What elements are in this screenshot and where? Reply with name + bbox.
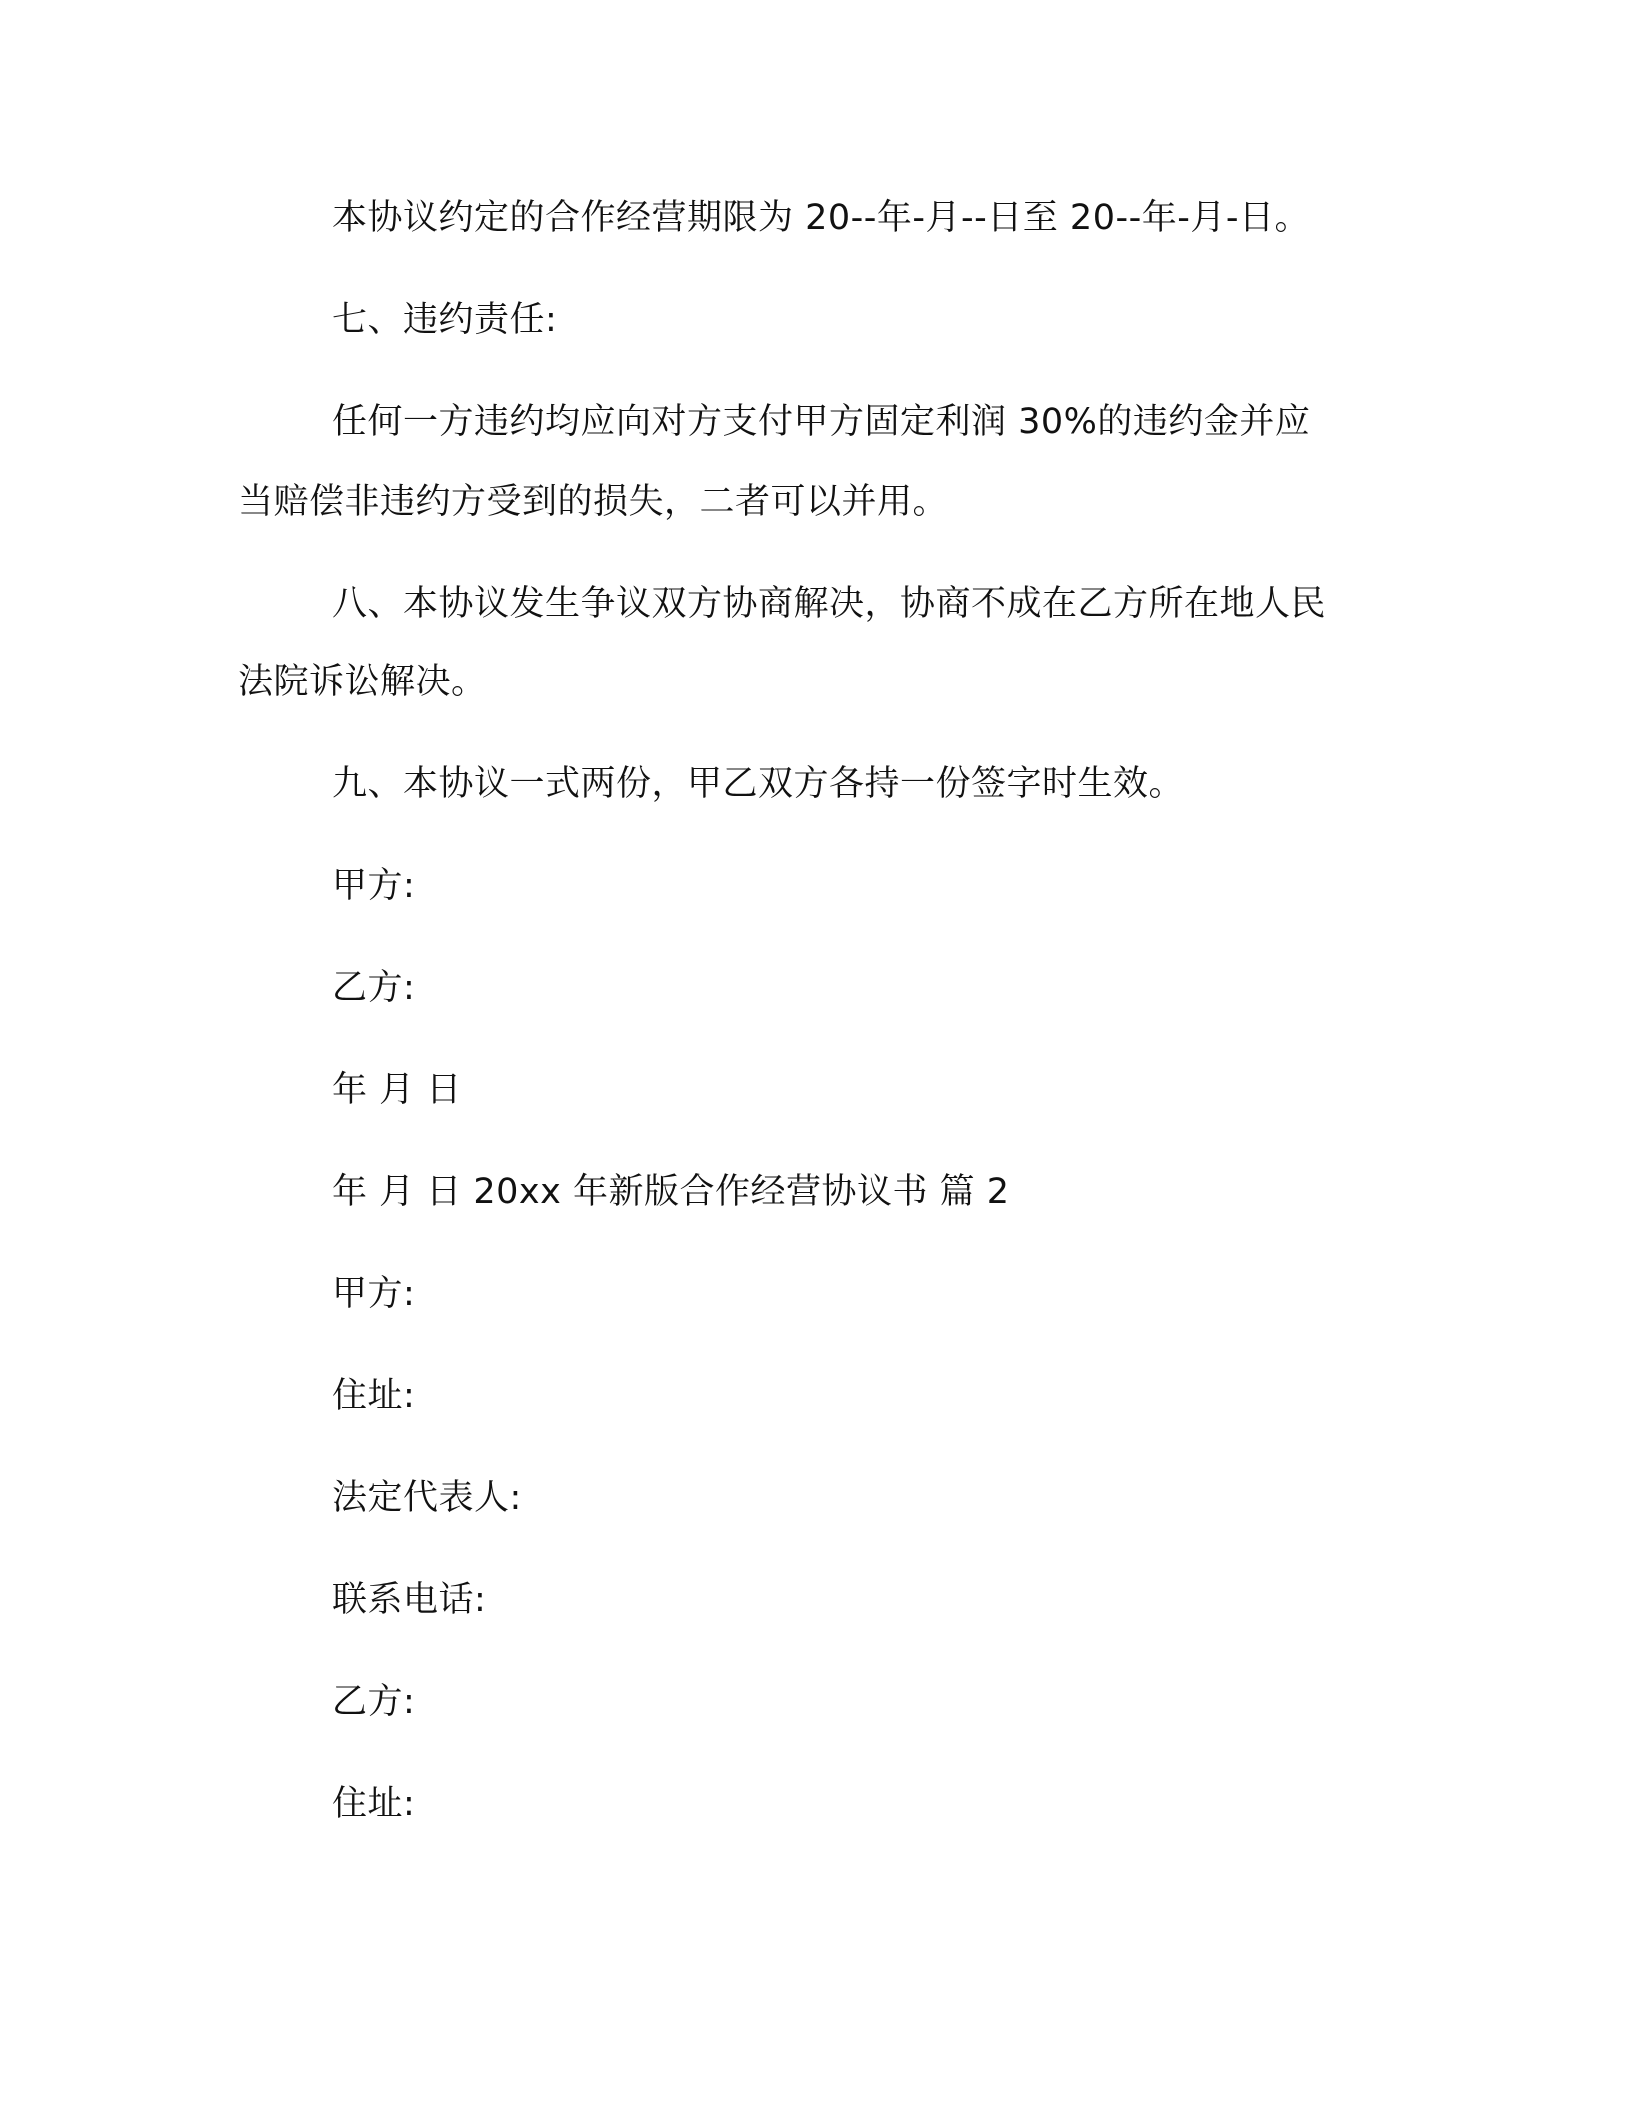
party-b-label: 乙方: xyxy=(332,968,416,1008)
paragraph-breach-line-2: 当赔偿非违约方受到的损失，二者可以并用。 xyxy=(238,482,949,522)
address-label-b: 住址: xyxy=(332,1784,416,1824)
date-line: 年 月 日 xyxy=(332,1070,462,1110)
party-b-label-2: 乙方: xyxy=(332,1682,416,1722)
legal-representative-label: 法定代表人: xyxy=(332,1478,522,1518)
paragraph-copies: 九、本协议一式两份，甲乙双方各持一份签字时生效。 xyxy=(332,764,1185,804)
section-title-part-2: 年 月 日 20xx 年新版合作经营协议书 篇 2 xyxy=(332,1172,1010,1212)
heading-breach-liability: 七、违约责任: xyxy=(332,300,558,340)
paragraph-dispute-line-1: 八、本协议发生争议双方协商解决，协商不成在乙方所在地人民 xyxy=(332,584,1327,624)
paragraph-breach-line-1: 任何一方违约均应向对方支付甲方固定利润 30%的违约金并应 xyxy=(332,402,1311,442)
party-a-label: 甲方: xyxy=(332,866,416,906)
contact-phone-label: 联系电话: xyxy=(332,1580,487,1620)
paragraph-dispute-line-2: 法院诉讼解决。 xyxy=(238,662,487,702)
address-label-a: 住址: xyxy=(332,1376,416,1416)
paragraph-cooperation-term: 本协议约定的合作经营期限为 20--年-月--日至 20--年-月-日。 xyxy=(332,198,1310,238)
party-a-label-2: 甲方: xyxy=(332,1274,416,1314)
